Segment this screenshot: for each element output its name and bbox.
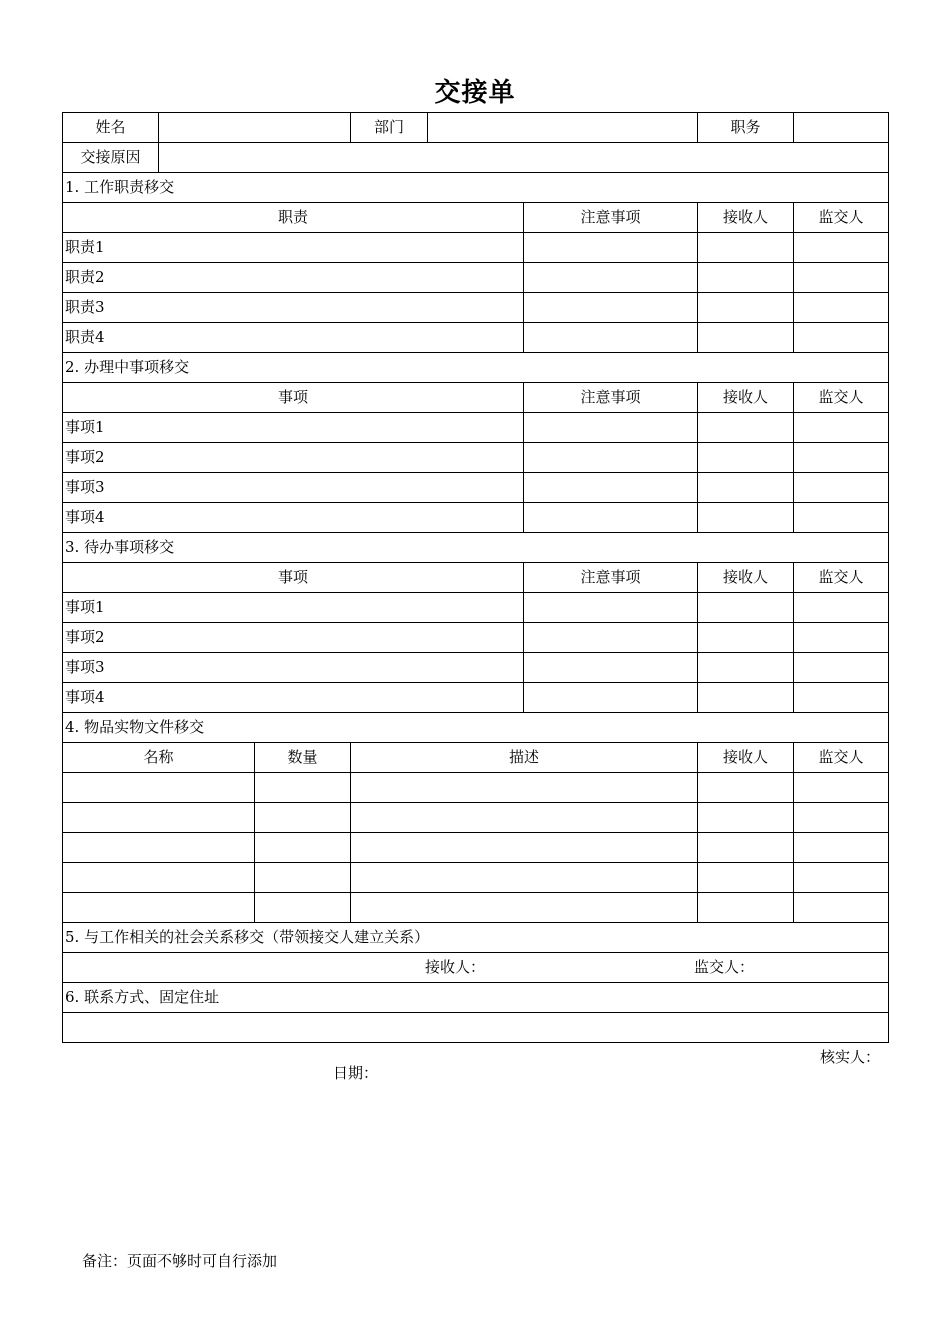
row-label: 事项1 <box>63 593 524 623</box>
column-header: 职责 <box>63 203 524 233</box>
quantity-cell[interactable] <box>255 803 351 833</box>
notes-cell[interactable] <box>524 323 698 353</box>
supervisor-cell[interactable] <box>794 233 889 263</box>
supervisor-cell[interactable] <box>794 833 889 863</box>
section5-heading: 5. 与工作相关的社会关系移交（带领接交人建立关系） <box>63 923 889 953</box>
item-name-cell[interactable] <box>63 893 255 923</box>
form-title: 交接单 <box>434 78 516 108</box>
receiver-cell[interactable] <box>698 293 794 323</box>
supervisor-cell[interactable] <box>794 443 889 473</box>
receiver-cell[interactable] <box>698 503 794 533</box>
supervisor-cell[interactable] <box>794 593 889 623</box>
supervisor-cell[interactable] <box>794 323 889 353</box>
quantity-cell[interactable] <box>255 833 351 863</box>
receiver-cell[interactable] <box>698 803 794 833</box>
description-cell[interactable] <box>351 833 698 863</box>
table-row <box>63 773 889 803</box>
relations-field[interactable] <box>63 953 889 983</box>
item-name-cell[interactable] <box>63 833 255 863</box>
table-row <box>63 833 889 863</box>
footer-note: 备注：页面不够时可自行添加 <box>82 1252 278 1270</box>
description-cell[interactable] <box>351 863 698 893</box>
notes-cell[interactable] <box>524 443 698 473</box>
section2-heading: 2. 办理中事项移交 <box>63 353 889 383</box>
supervisor-cell[interactable] <box>794 803 889 833</box>
table-row <box>63 413 889 443</box>
quantity-cell[interactable] <box>255 893 351 923</box>
item-name-cell[interactable] <box>63 803 255 833</box>
supervisor-cell[interactable] <box>794 653 889 683</box>
section1-header-row <box>63 203 889 233</box>
row-label: 职责3 <box>63 293 524 323</box>
receiver-cell[interactable] <box>698 233 794 263</box>
contact-field[interactable] <box>63 1013 889 1082</box>
section3-heading: 3. 待办事项移交 <box>63 533 889 563</box>
supervisor-cell[interactable] <box>794 263 889 293</box>
column-header: 数量 <box>255 743 351 773</box>
reason-field[interactable] <box>159 143 889 173</box>
info-row <box>63 113 889 143</box>
table-row <box>63 233 889 263</box>
table-row <box>63 443 889 473</box>
supervisor-cell[interactable] <box>794 863 889 893</box>
supervisor-cell[interactable] <box>794 293 889 323</box>
supervisor-cell[interactable] <box>794 683 889 713</box>
verifier-label: 核实人： <box>819 1048 880 1066</box>
description-cell[interactable] <box>351 773 698 803</box>
section3-header-row <box>63 563 889 593</box>
table-row <box>63 623 889 653</box>
dept-field[interactable] <box>428 113 698 143</box>
section2-header-row <box>63 383 889 413</box>
receiver-cell[interactable] <box>698 893 794 923</box>
section1-heading: 1. 工作职责移交 <box>63 173 889 203</box>
row-label: 职责1 <box>63 233 524 263</box>
handover-form-table <box>62 112 889 1082</box>
notes-cell[interactable] <box>524 683 698 713</box>
column-header: 监交人 <box>794 383 889 413</box>
supervisor-cell[interactable] <box>794 413 889 443</box>
table-row <box>63 653 889 683</box>
table-row <box>63 293 889 323</box>
supervisor-cell[interactable] <box>794 893 889 923</box>
row-label: 事项3 <box>63 653 524 683</box>
section6-body-row <box>63 1013 889 1043</box>
position-label: 职务 <box>698 113 794 143</box>
section5-body-row <box>63 953 889 983</box>
quantity-cell[interactable] <box>255 863 351 893</box>
receiver-cell[interactable] <box>698 653 794 683</box>
receiver-cell[interactable] <box>698 683 794 713</box>
table-row <box>63 593 889 623</box>
receiver-cell[interactable] <box>698 413 794 443</box>
table-row <box>63 473 889 503</box>
supervisor-cell[interactable] <box>794 473 889 503</box>
notes-cell[interactable] <box>524 233 698 263</box>
receiver-cell[interactable] <box>698 623 794 653</box>
table-row <box>63 323 889 353</box>
item-name-cell[interactable] <box>63 773 255 803</box>
receiver-cell[interactable] <box>698 773 794 803</box>
column-header: 接收人 <box>698 743 794 773</box>
description-cell[interactable] <box>351 803 698 833</box>
receiver-cell[interactable] <box>698 593 794 623</box>
supervisor-cell[interactable] <box>794 773 889 803</box>
column-header: 监交人 <box>794 203 889 233</box>
section4-header-row <box>63 743 889 773</box>
row-label: 事项4 <box>63 683 524 713</box>
column-header: 描述 <box>351 743 698 773</box>
reason-row <box>63 143 889 173</box>
dept-label: 部门 <box>351 113 428 143</box>
section6-heading: 6. 联系方式、固定住址 <box>63 983 889 1013</box>
position-field[interactable] <box>794 113 889 143</box>
supervisor-cell[interactable] <box>794 503 889 533</box>
row-label: 职责2 <box>63 263 524 293</box>
column-header: 监交人 <box>794 743 889 773</box>
notes-cell[interactable] <box>524 653 698 683</box>
table-row <box>63 263 889 293</box>
row-label: 事项1 <box>63 413 524 443</box>
table-row <box>63 683 889 713</box>
section4-heading: 4. 物品实物文件移交 <box>63 713 889 743</box>
item-name-cell[interactable] <box>63 863 255 893</box>
receiver-cell[interactable] <box>698 473 794 503</box>
description-cell[interactable] <box>351 893 698 923</box>
row-label: 事项3 <box>63 473 524 503</box>
receiver-cell[interactable] <box>698 833 794 863</box>
column-header: 接收人 <box>698 203 794 233</box>
row-label: 事项4 <box>63 503 524 533</box>
supervisor-cell[interactable] <box>794 623 889 653</box>
column-header: 注意事项 <box>524 203 698 233</box>
notes-cell[interactable] <box>524 293 698 323</box>
row-label: 事项2 <box>63 443 524 473</box>
notes-cell[interactable] <box>524 593 698 623</box>
notes-cell[interactable] <box>524 503 698 533</box>
name-field[interactable] <box>159 113 351 143</box>
receiver-cell[interactable] <box>698 323 794 353</box>
table-row <box>63 503 889 533</box>
row-label: 职责4 <box>63 323 524 353</box>
column-header: 监交人 <box>794 563 889 593</box>
date-label: 日期： <box>333 1064 379 1082</box>
receiver-cell[interactable] <box>698 443 794 473</box>
notes-cell[interactable] <box>524 263 698 293</box>
notes-cell[interactable] <box>524 623 698 653</box>
quantity-cell[interactable] <box>255 773 351 803</box>
column-header: 注意事项 <box>524 383 698 413</box>
receiver-signature-label: 接收人： <box>425 958 486 976</box>
table-row <box>63 803 889 833</box>
receiver-cell[interactable] <box>698 263 794 293</box>
name-label: 姓名 <box>63 113 159 143</box>
table-row <box>63 893 889 923</box>
column-header: 事项 <box>63 563 524 593</box>
column-header: 名称 <box>63 743 255 773</box>
row-label: 事项2 <box>63 623 524 653</box>
supervisor-signature-label: 监交人： <box>694 958 755 976</box>
column-header: 事项 <box>63 383 524 413</box>
notes-cell[interactable] <box>524 473 698 503</box>
column-header: 注意事项 <box>524 563 698 593</box>
column-header: 接收人 <box>698 383 794 413</box>
reason-label: 交接原因 <box>63 143 159 173</box>
receiver-cell[interactable] <box>698 863 794 893</box>
table-row <box>63 863 889 893</box>
notes-cell[interactable] <box>524 413 698 443</box>
column-header: 接收人 <box>698 563 794 593</box>
